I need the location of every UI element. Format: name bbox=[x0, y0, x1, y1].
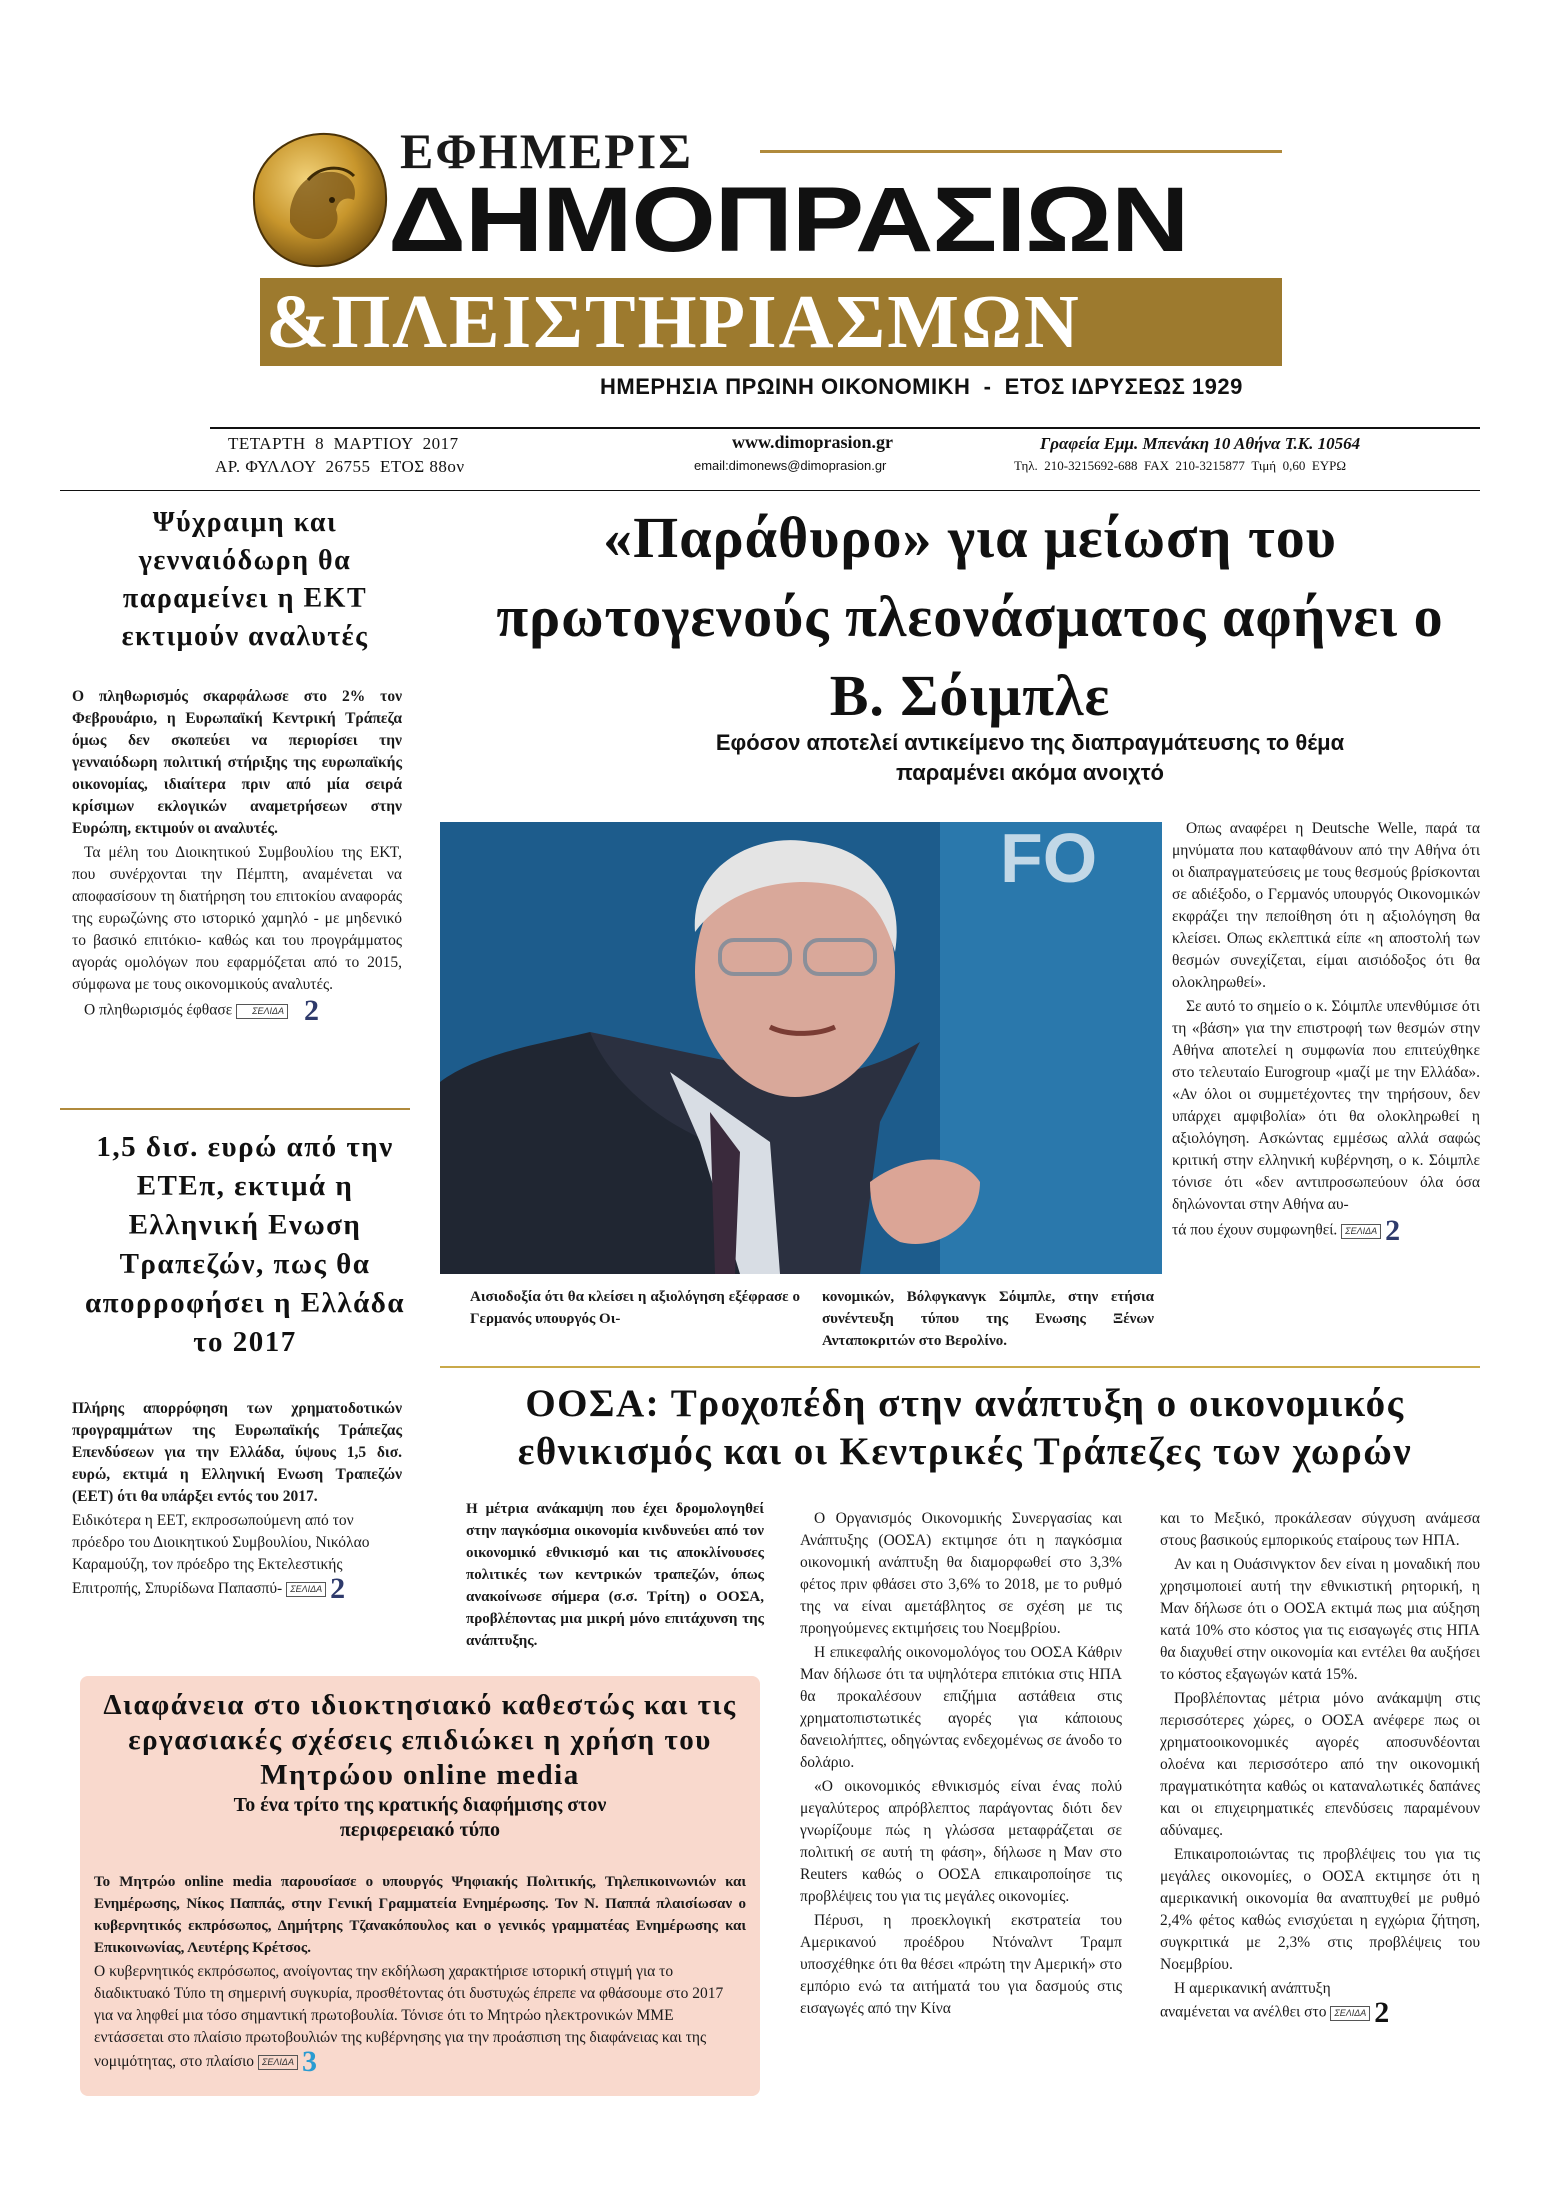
a2-lead: Πλήρης απορρόφηση των χρηματοδοτικών προγραμμάτων της Ευρωπαϊκής Τράπεζας Επενδύσεων για την Ελλάδα, ύψους 1,5 δισ. ευρώ, εκτιμά η Ελληνική Ενωση Τραπεζών (ΕΕΤ) ότι θα υπάρξει εντός του 2017. bbox=[72, 1400, 402, 1505]
media-box bbox=[80, 1676, 760, 2096]
masthead-rule bbox=[760, 150, 1282, 153]
office-address: Γραφεία Εμμ. Μπενάκη 10 Αθήνα Τ.Κ. 10564 bbox=[1040, 434, 1361, 453]
main-subhead: Εφόσον αποτελεί αντικείμενο της διαπραγμάτευσης το θέμα παραμένει ακόμα ανοιχτό bbox=[715, 730, 1345, 785]
a2-body bbox=[72, 1398, 402, 1605]
page-ref-label: ΣΕΛΙΔΑ bbox=[258, 2055, 298, 2070]
caption-left: Αισιοδοξία ότι θα κλείσει η αξιολόγηση εξέφρασε ο Γερμανός υπουργός Οι- bbox=[470, 1289, 800, 1327]
page-ref-number: 3 bbox=[301, 2045, 317, 2078]
page-ref-label: ΣΕΛΙΔΑ bbox=[1341, 1224, 1381, 1239]
oecd-col2-p3: «Ο οικονομικός εθνικισμός είναι ένας πολύ μεγαλύτερος απρόβλεπτος παράγοντας διότι δεν γνωρίζουμε πώς η γλώσσα μεταφράζεται σε πολιτική σε αυτή τη φάση», δήλωσε η Μαν στο Reuters καθώς ο ΟΟΣΑ επικαιροποίησε τις προβλέψεις του για τις μεγάλες οικονομίες. bbox=[800, 1778, 1122, 1905]
a1-headline: Ψύχραιμη και γενναιόδωρη θα παραμείνει η ΕΚΤ εκτιμούν αναλυτές bbox=[121, 507, 369, 652]
left-divider-1 bbox=[60, 1108, 410, 1110]
masthead-main-title: ΔΗΜΟΠΡΑΣΙΩΝ bbox=[388, 169, 1189, 271]
main-continue[interactable] bbox=[1172, 1214, 1480, 1247]
page-ref-number: 2 bbox=[1385, 1214, 1401, 1247]
website-link[interactable]: www.dimoprasion.gr bbox=[732, 432, 894, 452]
main-right-p2: Σε αυτό το σημείο ο κ. Σόιμπλε υπενθύμισε ότι τη «βάση» για την επιστροφή των θεσμών στην Αθήνα αποτελεί η συμφωνία που επιτεύχθηκε στο τελευταίο Eurogroup «μαζί με την Ελλάδα». «Αν όλοι οι συμμετέχοντες την τηρήσουν, δεν υπάρχει αμφιβολία» ότι θα ολοκληρωθεί η αξιολόγηση. Ασκώντας εμμέσως αλλά σαφώς κριτική στην ελληνική κυβέρνηση, ο κ. Σόιμπλε τόνισε ότι «δεν αντιπροσωπεύουν όλα όσα δηλώνονται στην Αθήνα αυ- bbox=[1172, 998, 1480, 1213]
svg-text:FO: FO bbox=[1000, 822, 1098, 897]
page-ref-number: 2 bbox=[304, 994, 320, 1027]
box-page-ref[interactable] bbox=[258, 2045, 317, 2078]
contacts: Τηλ. 210-3215692-688 FAX 210-3215877 Τιμή 0,60 ΕΥΡΩ bbox=[1014, 458, 1347, 473]
info-bar-top-rule bbox=[210, 427, 1480, 429]
coin-logo bbox=[250, 130, 390, 270]
main-right-text bbox=[1172, 818, 1480, 1247]
oecd-col3 bbox=[1160, 1508, 1480, 2029]
info-bar-bottom-rule bbox=[60, 490, 1480, 491]
box-subhead: Το ένα τρίτο της κρατικής διαφήμισης στον περιφερειακό τύπο bbox=[233, 1794, 607, 1841]
a2-text: Ειδικότερα η ΕΕΤ, εκπροσωπούμενη από τον πρόεδρο του Διοικητικού Συμβουλίου, Νικόλαο Καραμούζη, τον πρόεδρο της Εκτελεστικής Επιτροπής, Σπυρίδωνα Παπασπύ- bbox=[72, 1512, 370, 1597]
oecd-col3-p2: Αν και η Ουάσινγκτον δεν είναι η μοναδική που χρησιμοποιεί αυτή την εθνικιστική ρητορική, η Μαν δήλωσε ότι ο ΟΟΣΑ εκτιμά πως μια αύξηση κατά 10% στο κόστος για τις εισαγωγές στις ΗΠΑ θα διαχυθεί στην οικονομία και εντέλει θα αυξήσει το κόστος εξαγωγών κατά 15%. bbox=[1160, 1556, 1480, 1683]
oecd-tail-2: αναμένεται να ανέλθει στο bbox=[1160, 2003, 1327, 2021]
box-lead: Το Μητρώο online media παρουσίασε ο υπουργός Ψηφιακής Πολιτικής, Τηλεπικοινωνιών και Ενημέρωσης, Νίκος Παππάς, στην Γενική Γραμματεία Ενημέρωσης. Τον Ν. Παππά πλαισίωσαν ο κυβερνητικός εκπρόσωπος, Δημήτρης Τζανακόπουλος και ο γενικός γραμματέας Ενημέρωσης και Επικοινωνίας, Λευτέρης Κρέτσος. bbox=[94, 1874, 746, 1956]
masthead-top-title: ΕΦΗΜΕΡΙΣ bbox=[400, 123, 693, 179]
a1-body bbox=[72, 686, 402, 1027]
masthead-tagline: ΗΜΕΡΗΣΙΑ ΠΡΩΙΝΗ ΟΙΚΟΝΟΜΙΚΗ - ΕΤΟΣ ΙΔΡΥΣΕΩΣ 1929 bbox=[600, 374, 1243, 399]
oecd-continue[interactable] bbox=[1160, 1978, 1480, 2029]
page-ref-label: ΣΕΛΙΔΑ bbox=[286, 1582, 326, 1597]
oecd-tail-1: Η αμερικανική ανάπτυξη bbox=[1174, 1980, 1331, 1997]
oecd-col2 bbox=[800, 1508, 1122, 2022]
page-ref-label: ΣΕΛΙΔΑ bbox=[236, 1004, 288, 1019]
a2-headline: 1,5 δισ. ευρώ από την ΕΤΕπ, εκτιμά η Ελληνική Ενωση Τραπεζών, πως θα απορροφήσει η Ελλάδα το 2017 bbox=[84, 1131, 406, 1358]
email-link[interactable]: email:dimonews@dimoprasion.gr bbox=[694, 458, 887, 473]
a1-lead: Ο πληθωρισμός σκαρφάλωσε στο 2% τον Φεβρουάριο, η Ευρωπαϊκή Κεντρική Τράπεζα όμως δεν σκοπεύει να περιορίσει την γενναιόδωρη πολιτική στήριξης της ευρωπαϊκής οικονομίας, ιδιαίτερα πριν από μία σειρά κρίσιμων εκλογικών αναμετρήσεων στην Ευρώπη, εκτιμούν οι αναλυτές. bbox=[72, 688, 402, 837]
main-divider bbox=[440, 1366, 1480, 1368]
page-ref-number: 2 bbox=[1374, 1996, 1390, 2029]
oecd-col3-p1: και το Μεξικό, προκάλεσαν σύγχυση ανάμεσα στους βασικούς εμπορικούς εταίρους των ΗΠΑ. bbox=[1160, 1510, 1480, 1549]
oecd-col2-p1: Ο Οργανισμός Οικονομικής Συνεργασίας και Ανάπτυξης (ΟΟΣΑ) εκτιμησε ότι η παγκόσμια οικονομική ανάπτυξη θα διαμορφωθεί στο 3,3% φέτος πριν φθάσει στο 3,6% το 2018, με το ρυθμό της να είναι αμετάβλητος σε σχέση με τις προηγούμενες εκτιμήσεις του Νοεμβρίου. bbox=[800, 1510, 1122, 1637]
oecd-lead: Η μέτρια ανάκαμψη που έχει δρομολογηθεί στην παγκόσμια οικονομία κινδυνεύει από τον οικονομικό εθνικισμό και τις αποκλίνουσες πολιτικές των κεντρικών τραπεζών, όπως ανακοίνωσε σήμερα (σ.σ. Τρίτη) ο ΟΟΣΑ, προβλέποντας μια μικρή μόνο επιτάχυνση της ανάπτυξης. bbox=[466, 1501, 764, 1649]
main-page-ref[interactable] bbox=[1341, 1214, 1401, 1247]
caption-right: κονομικών, Βόλφγκανγκ Σόιμπλε, στην ετήσια συνέντευξη τύπου της Ενωσης Ξένων Ανταποκριτών στο Βερολίνο. bbox=[822, 1289, 1154, 1349]
main-right-tail: τά που έχουν συμφωνηθεί. bbox=[1172, 1221, 1338, 1239]
a1-page-ref[interactable] bbox=[236, 994, 320, 1027]
oecd-page-ref[interactable] bbox=[1330, 1996, 1390, 2029]
box-headline: Διαφάνεια στο ιδιοκτησιακό καθεστώς και τις εργασιακές σχέσεις επιδιώκει η χρήση του Μητρώου online media bbox=[103, 1689, 737, 1791]
issue-date: ΤΕΤΑΡΤΗ 8 ΜΑΡΤΙΟΥ 2017 bbox=[228, 434, 459, 453]
oecd-col3-p3: Προβλέποντας μέτρια μόνο ανάκαμψη στις περισσότερες χώρες, ο ΟΟΣΑ ανέφερε πως οι χρηματοοικονομικές αγορές αποσυνδέονται ολοένα και περισσότερο από την οικονομική πραγματικότητα καθώς οι καταναλωτικές δαπάνες και οι επιχειρηματικές επενδύσεις παραμένουν αδύναμες. bbox=[1160, 1690, 1480, 1839]
a1-tail: Ο πληθωρισμός έφθασε bbox=[84, 1001, 233, 1019]
a2-page-ref[interactable] bbox=[286, 1572, 346, 1605]
oecd-col2-p4: Πέρυσι, η προεκλογική εκστρατεία του Αμερικανού προέδρου Ντόναλντ Τραμπ υποσχέθηκε ότι θα θέσει «πρώτη την Αμερική» στο εμπόριο ενώ τα αιτήματά του για δασμούς στις εισαγωγές από την Κίνα bbox=[800, 1912, 1122, 2017]
oecd-headline: ΟΟΣΑ: Τροχοπέδη στην ανάπτυξη ο οικονομικός εθνικισμός και οι Κεντρικές Τράπεζες των χωρών bbox=[517, 1382, 1413, 1473]
box-body: Ο κυβερνητικός εκπρόσωπος, ανοίγοντας την εκδήλωση χαρακτήρισε ιστορική στιγμή για το διαδικτυακό Τύπο τη σημερινή συγκυρία, προσθέτοντας ότι δυστυχώς έπρεπε να φθάσουμε στο 2017 για να ληφθεί μια τόσο σημαντική πρωτοβουλία. Τόνισε ότι το Μητρώο ηλεκτρονικών ΜΜΕ εντάσσεται στο πλαίσιο πρωτοβουλιών της κυβέρνησης για την προάσπιση της διαφάνειας και της νομιμότητας, στο πλαίσιο bbox=[94, 1963, 724, 2070]
main-caption bbox=[470, 1286, 1160, 1356]
main-headline: «Παράθυρο» για μείωση του πρωτογενούς πλεονάσματος αφήνει ο Β. Σόιμπλε bbox=[496, 505, 1444, 728]
a1-continue[interactable] bbox=[72, 994, 402, 1027]
masthead bbox=[240, 120, 1340, 420]
main-right-p1: Οπως αναφέρει η Deutsche Welle, παρά τα μηνύματα που καταφθάνουν από την Αθήνα ότι οι διαπραγματεύσεις με τους θεσμούς βρίσκονται σε αδιέξοδο, ο Γερμανός υπουργός Οικονομικών εκφράζει την πεποίθηση ότι η αξιολόγηση θα κλείσει. Οπως εκλεπτικά είπε «η αποστολή των θεσμών συνεχίζεται, είμαι αισιόδοξος ότι θα ολοκληρωθεί». bbox=[1172, 820, 1480, 991]
oecd-col3-p4: Επικαιροποιώντας τις προβλέψεις του για τις μεγάλες οικονομίες, ο ΟΟΣΑ εκτιμησε ότι η αμερικανική οικονομία θα αναπτυχθεί με ρυθμό 2,4% φέτος καθώς ενισχύεται η εγχώρια ζήτηση, συγκριτικά με 2,3% στις προβλέψεις του Νοεμβρίου. bbox=[1160, 1846, 1480, 1973]
oecd-col2-p2: Η επικεφαλής οικονομολόγος του ΟΟΣΑ Κάθριν Μαν δήλωσε ότι τα υψηλότερα επιτόκια στις ΗΠΑ θα προκαλέσουν επιζήμια αστάθεια στις χρηματοπιστωτικές αγορές για κάποιους δανειολήπτες, οδηγώντας ενδεχομένως σε άνοδο το δολάριο. bbox=[800, 1644, 1122, 1771]
issue-number: ΑΡ. ΦΥΛΛΟΥ 26755 ΕΤΟΣ 88ον bbox=[215, 457, 465, 476]
page-ref-label: ΣΕΛΙΔΑ bbox=[1330, 2006, 1370, 2021]
main-photo bbox=[440, 822, 1162, 1274]
masthead-sub-title: &ΠΛΕΙΣΤΗΡΙΑΣΜΩΝ bbox=[266, 280, 1081, 364]
page-ref-number: 2 bbox=[330, 1572, 346, 1605]
a1-text: Τα μέλη του Διοικητικού Συμβουλίου της ΕΚΤ, που συνέρχονται την Πέμπτη, αναμένεται να αποφασίσουν τη διατήρηση του επιτοκίου αναφοράς της ευρωζώνης στο ιστορικό χαμηλό - με μηδενικό το βασικό επιτόκιο- καθώς και του προγράμματος αγοράς ομολόγων που εφαρμόζεται από το 2015, σύμφωνα με τους οικονομικούς αναλυτές. bbox=[72, 844, 402, 993]
